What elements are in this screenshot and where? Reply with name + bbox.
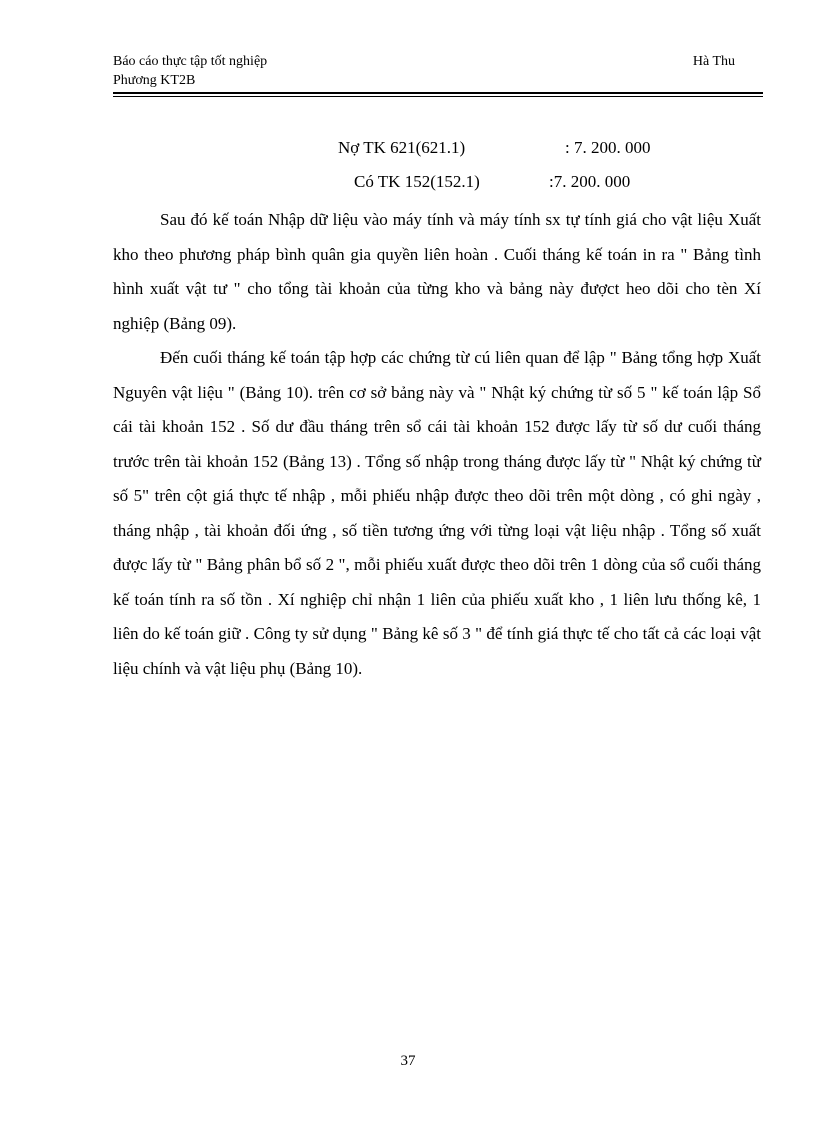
- document-body: [113, 203, 761, 686]
- debit-amount: : 7. 200. 000: [565, 138, 651, 157]
- header-rule-thick: [113, 92, 763, 94]
- page-number: 37: [400, 1053, 416, 1069]
- credit-account: Có TK 152(152.1): [354, 172, 480, 191]
- paragraph: Đến cuối tháng kế toán tập hợp các chứng từ cú liên quan để lập " Bảng tổng hợp Xuất Nguyên vật liệu " (Bảng 10). trên cơ sở bảng này và " Nhật ký chứng từ số 5 " kế toán lập Sổ cái tài khoản 152 . Số dư đầu tháng trên sổ cái tài khoản 152 được lấy từ số dư cuối tháng trước trên tài khoản 152 (Bảng 13) . Tổng số nhập trong tháng được lấy từ " Nhật ký chứng từ số 5" trên cột giá thực tế nhập , mỗi phiếu nhập được theo dõi trên một dòng , có ghi ngày , tháng nhập , tài khoản đối ứng , số tiền tương ứng với từng loại vật liệu nhập . Tổng số xuất được lấy từ " Bảng phân bổ số 2 ", mỗi phiếu xuất được theo dõi trên 1 dòng của sổ cuối tháng kế toán tính ra số tồn . Xí nghiệp chỉ nhận 1 liên của phiếu xuất kho , 1 liên lưu thống kê, 1 liên do kế toán giữ . Công ty sử dụng " Bảng kê số 3 " để tính giá thực tế cho tất cả các loại vật liệu chính và vật liệu phụ (Bảng 10).: [113, 348, 761, 678]
- header-rule-thin: [113, 96, 763, 97]
- student-class: Phương KT2B: [113, 73, 196, 88]
- debit-account: Nợ TK 621(621.1): [338, 138, 466, 157]
- paragraph: Sau đó kế toán Nhập dữ liệu vào máy tính và máy tính sx tự tính giá cho vật liệu Xuất kho theo phương pháp bình quân gia quyền liên hoàn . Cuối tháng kế toán in ra " Bảng tình hình xuất vật tư " cho tổng tài khoản của từng kho và bảng này đượct heo dõi cho tèn Xí nghiệp (Bảng 09).: [113, 210, 761, 333]
- credit-amount: :7. 200. 000: [549, 172, 631, 191]
- report-title: Báo cáo thực tập tốt nghiệp: [113, 54, 268, 69]
- author-name: Hà Thu: [692, 54, 735, 69]
- page-header: [113, 52, 763, 94]
